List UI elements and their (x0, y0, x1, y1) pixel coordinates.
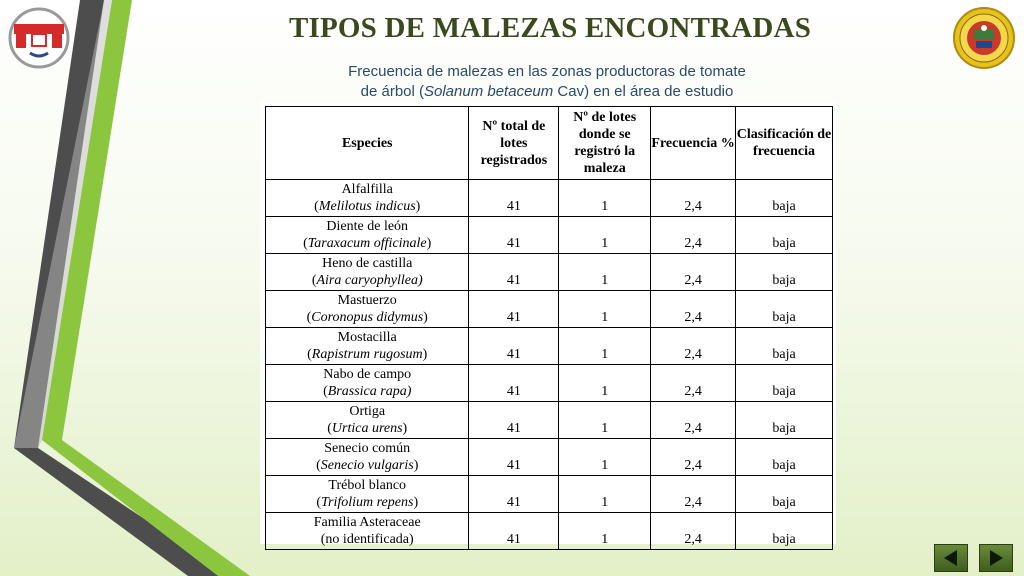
frequency-cell: 2,4 (651, 254, 736, 291)
next-slide-button[interactable] (979, 544, 1013, 572)
lots-with-weed-cell: 1 (559, 402, 651, 439)
species-cell (266, 291, 469, 328)
classification-cell: baja (736, 328, 833, 365)
total-lots-cell: 41 (469, 439, 559, 476)
species-common-name: Nabo de campo (323, 367, 412, 382)
species-cell (266, 439, 469, 476)
weed-frequency-table-container (260, 102, 836, 547)
header-total-lots: Nº total de lotes registrados (469, 107, 559, 180)
paren-open: ( (323, 384, 328, 399)
paren-close: ) (402, 421, 408, 436)
scientific-name-italic: Rapistrum rugosum (311, 347, 423, 362)
classification-cell: baja (736, 365, 833, 402)
scientific-name-italic: Aira caryophyllea) (316, 273, 423, 288)
frequency-cell: 2,4 (651, 291, 736, 328)
total-lots-cell: 41 (469, 365, 559, 402)
table-caption (262, 62, 832, 102)
table-row (266, 513, 833, 550)
classification-cell: baja (736, 513, 833, 550)
table-row (266, 254, 833, 291)
species-scientific-name (266, 383, 468, 400)
total-lots-cell: 41 (469, 217, 559, 254)
species-cell (266, 513, 469, 550)
classification-cell: baja (736, 439, 833, 476)
lots-with-weed-cell: 1 (559, 180, 651, 217)
species-cell (266, 328, 469, 365)
lots-with-weed-cell: 1 (559, 513, 651, 550)
caption-text: Cav) en el área de estudio (553, 83, 734, 100)
species-scientific-name: (no identificada) (320, 532, 414, 547)
header-species: Especies (266, 107, 469, 180)
species-common-name: Ortiga (349, 404, 386, 419)
species-common-name: Mastuerzo (337, 293, 397, 308)
species-scientific-name (266, 309, 468, 326)
species-cell (266, 402, 469, 439)
lots-with-weed-cell: 1 (559, 476, 651, 513)
paren-open: ( (316, 495, 321, 510)
institution-logo-left (8, 7, 70, 69)
scientific-name-italic: Trifolium repens (321, 495, 414, 510)
species-common-name: Familia Asteraceae (313, 515, 421, 530)
classification-cell: baja (736, 402, 833, 439)
table-row (266, 476, 833, 513)
total-lots-cell: 41 (469, 476, 559, 513)
classification-cell: baja (736, 291, 833, 328)
frequency-cell: 2,4 (651, 402, 736, 439)
classification-cell: baja (736, 180, 833, 217)
table-header-row (266, 107, 833, 180)
species-common-name: Heno de castilla (322, 256, 413, 271)
classification-cell: baja (736, 217, 833, 254)
frequency-cell: 2,4 (651, 328, 736, 365)
species-cell (266, 365, 469, 402)
paren-close: ) (423, 310, 428, 325)
lots-with-weed-cell: 1 (559, 439, 651, 476)
species-cell (266, 180, 469, 217)
scientific-name-italic: Taraxacum officinale (307, 236, 427, 251)
frequency-cell: 2,4 (651, 217, 736, 254)
header-frequency: Frecuencia % (651, 107, 736, 180)
classification-cell: baja (736, 254, 833, 291)
previous-slide-button[interactable] (934, 544, 968, 572)
lots-with-weed-cell: 1 (559, 217, 651, 254)
species-scientific-name (266, 272, 468, 289)
table-row (266, 291, 833, 328)
weed-frequency-table (265, 106, 833, 550)
arrow-right-icon (980, 545, 1012, 571)
paren-open: ( (303, 236, 308, 251)
total-lots-cell: 41 (469, 180, 559, 217)
paren-close: ) (422, 347, 428, 362)
scientific-name-italic: Urtica urens (331, 421, 403, 436)
total-lots-cell: 41 (469, 513, 559, 550)
species-cell (266, 476, 469, 513)
total-lots-cell: 41 (469, 402, 559, 439)
species-scientific-name (266, 346, 468, 363)
header-classification: Clasificación de frecuencia (736, 107, 833, 180)
frequency-cell: 2,4 (651, 180, 736, 217)
paren-close: ) (413, 458, 419, 473)
species-scientific-name (266, 494, 468, 511)
table-body (266, 180, 833, 550)
table-row (266, 328, 833, 365)
table-row (266, 402, 833, 439)
scientific-name-italic: Melilotus indicus (318, 199, 416, 214)
paren-open: ( (327, 421, 332, 436)
paren-close: ) (426, 236, 432, 251)
total-lots-cell: 41 (469, 328, 559, 365)
lots-with-weed-cell: 1 (559, 365, 651, 402)
classification-cell: baja (736, 476, 833, 513)
species-common-name: Trébol blanco (328, 478, 407, 493)
frequency-cell: 2,4 (651, 365, 736, 402)
species-scientific-name (266, 235, 468, 252)
species-common-name: Mostacilla (337, 330, 397, 345)
caption-text: de árbol ( (360, 83, 424, 100)
total-lots-cell: 41 (469, 254, 559, 291)
lots-with-weed-cell: 1 (559, 254, 651, 291)
species-cell (266, 254, 469, 291)
caption-line-2 (262, 82, 832, 102)
species-scientific-name (266, 420, 468, 437)
header-lots-with-weed: Nº de lotes donde se registró la maleza (559, 107, 651, 180)
frequency-cell: 2,4 (651, 513, 736, 550)
table-row (266, 180, 833, 217)
caption-line-1: Frecuencia de malezas en las zonas productoras de tomate (348, 63, 746, 80)
species-common-name: Diente de león (326, 219, 409, 234)
species-scientific-name (266, 457, 468, 474)
university-seal-logo (952, 6, 1016, 70)
table-row (266, 365, 833, 402)
paren-close: ) (415, 199, 421, 214)
paren-open: ( (307, 347, 312, 362)
paren-open: ( (306, 310, 312, 325)
total-lots-cell: 41 (469, 291, 559, 328)
scientific-name-italic: Brassica rapa) (327, 384, 412, 399)
slide-title: TIPOS DE MALEZAS ENCONTRADAS (288, 12, 812, 44)
species-common-name: Alfalfilla (341, 182, 393, 197)
arrow-left-icon (935, 545, 967, 571)
frequency-cell: 2,4 (651, 476, 736, 513)
lots-with-weed-cell: 1 (559, 328, 651, 365)
lots-with-weed-cell: 1 (559, 291, 651, 328)
species-common-name: Senecio común (324, 441, 411, 456)
scientific-name-italic: Senecio vulgaris (320, 458, 414, 473)
scientific-name-italic: Coronopus didymus (311, 310, 424, 325)
frequency-cell: 2,4 (651, 439, 736, 476)
paren-open: ( (316, 458, 321, 473)
table-row (266, 217, 833, 254)
paren-close: ) (413, 495, 419, 510)
paren-open: ( (314, 199, 319, 214)
table-row (266, 439, 833, 476)
species-cell (266, 217, 469, 254)
species-scientific-name (266, 198, 468, 215)
caption-scientific-name: Solanum betaceum (424, 83, 554, 100)
paren-open: ( (311, 273, 317, 288)
